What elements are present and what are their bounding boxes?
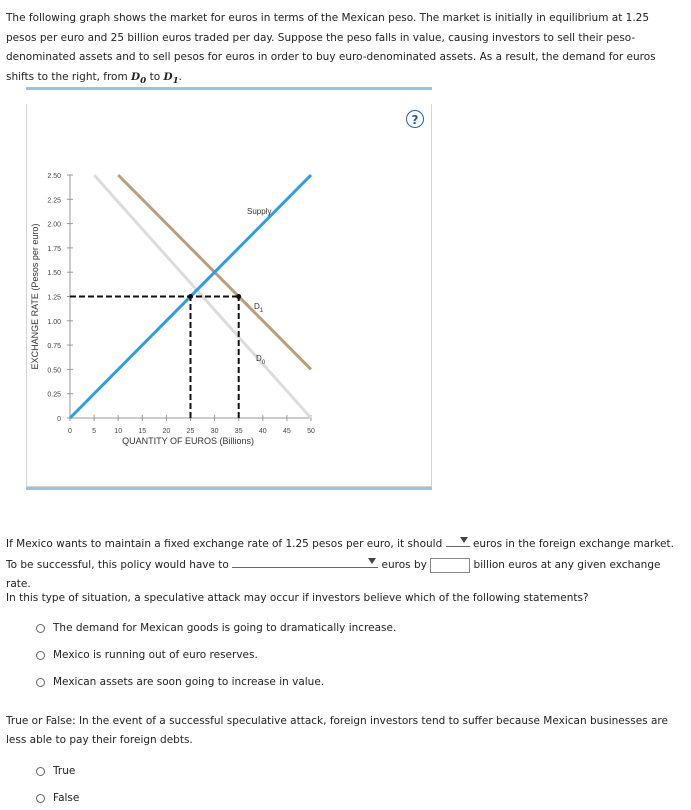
q1-text-part4: billion euros at any given exchange rate. (6, 559, 661, 590)
question-true-false: True or False: In the event of a successful speculative attack, foreign investors tend to suffer because Mexican businesses are less able to pay their foreign debts. (6, 715, 668, 746)
x-tick-label: 40 (258, 428, 267, 435)
x-tick-label: 15 (138, 428, 147, 435)
x-tick-label: 0 (68, 428, 72, 435)
y-tick-label: 1.00 (47, 318, 61, 326)
intro-end: . (178, 70, 183, 83)
y-tick-label: 0.75 (47, 343, 61, 351)
equilibrium-point-new[interactable] (236, 294, 241, 299)
x-tick-label: 45 (283, 428, 291, 435)
y-tick-label: 1.25 (47, 294, 61, 302)
question-speculative-attack: In this type of situation, a speculative attack may occur if investors believe which of the following statements? (6, 592, 589, 604)
d0-subscript: 0 (140, 75, 147, 86)
d0-letter: D (131, 70, 141, 83)
y-tick-label: 1.50 (47, 270, 61, 278)
x-tick-label: 30 (210, 428, 219, 435)
help-icon[interactable]: ? (406, 110, 424, 128)
d1-label-subscript: 1 (259, 308, 264, 314)
y-tick-label: 2.00 (47, 221, 61, 229)
radio-button[interactable] (36, 651, 45, 660)
action-dropdown[interactable] (446, 533, 470, 547)
d0-label-subscript: 0 (261, 360, 266, 366)
curve-shift-dropdown-arrow-icon (368, 558, 376, 564)
supply-label: Supply (247, 207, 272, 216)
y-axis (47, 173, 73, 423)
d1-subscript: 1 (172, 75, 179, 86)
option-label: True (53, 765, 76, 777)
intro-to: to (146, 70, 164, 83)
x-tick-label: 35 (234, 428, 243, 435)
radio-option-false[interactable] (36, 791, 79, 805)
q1-text-part3: euros by (381, 559, 427, 571)
radio-option-demand[interactable] (36, 621, 396, 635)
d0-label: $D_0$ (256, 354, 266, 366)
y-tick-label: 2.25 (47, 197, 61, 205)
question-fixed-rate (6, 533, 688, 594)
x-tick-label: 20 (162, 428, 171, 435)
d1-letter: D (163, 70, 173, 83)
radio-button[interactable] (36, 794, 45, 803)
option-label: Mexico is running out of euro reserves. (53, 649, 258, 661)
y-tick-label: 2.50 (47, 173, 61, 180)
radio-button[interactable] (36, 678, 45, 687)
y-tick-label: 0 (57, 416, 61, 423)
q1-text-part1: If Mexico wants to maintain a fixed exchange rate of 1.25 pesos per euro, it should (6, 538, 443, 550)
radio-option-true[interactable] (36, 764, 75, 778)
y-axis-label: EXCHANGE RATE (Pesos per euro) (30, 223, 40, 370)
option-label: False (53, 792, 80, 804)
radio-option-reserves[interactable] (36, 648, 258, 662)
radio-option-assets[interactable] (36, 675, 324, 689)
radio-button[interactable] (36, 767, 45, 776)
curve-labels (247, 207, 271, 366)
q1-text-part2: euros in the foreign exchange market. To be successful, this policy would have to (6, 538, 674, 571)
x-axis (68, 415, 315, 435)
equilibrium-point-initial[interactable] (188, 294, 193, 299)
x-tick-label: 25 (186, 428, 195, 435)
radio-button[interactable] (36, 624, 45, 633)
y-tick-label: 1.75 (47, 245, 61, 253)
action-dropdown-arrow-icon (460, 537, 468, 543)
y-tick-label: 0.50 (47, 367, 61, 375)
x-tick-label: 50 (307, 428, 315, 435)
x-tick-label: 10 (114, 428, 123, 435)
option-label: Mexican assets are soon going to increase in value. (53, 676, 325, 688)
billion-euros-input[interactable] (430, 558, 470, 573)
d1-label: $D_1$ (254, 302, 264, 314)
intro-text-body: The following graph shows the market for euros in terms of the Mexican peso. The market is initially in equilibrium at 1.25 pesos per euro and 25 billion euros traded per day. Suppose the peso falls in value, causing investors to sell their peso-denominated assets and to sell pesos for euros in order to buy euro-denominated assets. As a result, the demand for euros shifts to the right, from (6, 12, 656, 83)
curve-shift-dropdown[interactable] (232, 554, 378, 568)
x-axis-label: QUANTITY OF EUROS (Billions) (122, 436, 255, 446)
y-tick-label: 0.25 (47, 391, 61, 399)
option-label: The demand for Mexican goods is going to dramatically increase. (53, 622, 397, 634)
x-tick-label: 5 (92, 428, 97, 435)
graph-bottom-divider (26, 487, 432, 490)
